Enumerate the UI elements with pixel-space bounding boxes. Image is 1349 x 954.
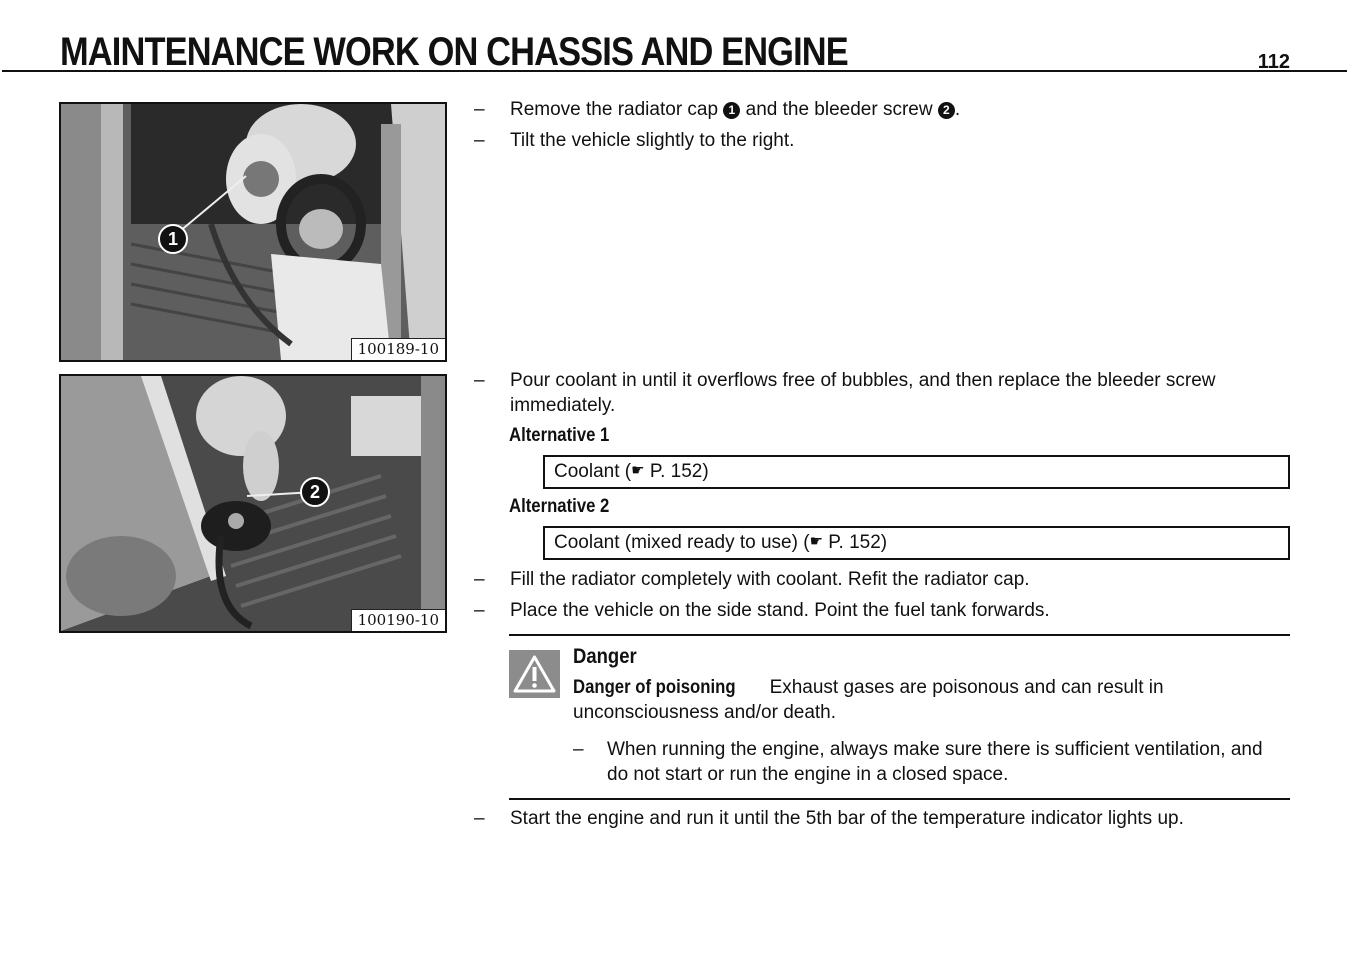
pointing-hand-icon: ☛ — [809, 533, 824, 550]
danger-lead: Danger of poisoning — [573, 677, 736, 698]
warning-triangle-icon — [509, 650, 560, 698]
alternative-1-label: Alternative 1 — [509, 425, 610, 446]
step-text: Start the engine and run it until the 5th bar of the temperature indicator lights up. — [510, 808, 1184, 829]
step-text: Pour coolant in until it overflows free of bubbles, and then replace the bleeder screw immediately. — [510, 370, 1216, 416]
step-text: Fill the radiator completely with coolant. Refit the radiator cap. — [510, 569, 1030, 590]
dash-bullet: – — [474, 130, 485, 151]
pointing-hand-icon: ☛ — [631, 462, 645, 479]
alternative-2-box — [543, 526, 1290, 560]
dash-bullet: – — [474, 808, 485, 829]
step-tilt-vehicle — [474, 128, 1294, 153]
alternative-1-box — [543, 455, 1290, 489]
danger-bottom-rule — [509, 798, 1290, 800]
step-start-engine — [474, 806, 1294, 831]
figure-caption: 100190-10 — [351, 609, 445, 631]
page-reference-link[interactable]: P. 152) — [644, 461, 709, 482]
svg-text:1: 1 — [167, 229, 179, 249]
page-number: 112 — [1257, 51, 1290, 73]
step-text: When running the engine, always make sure there is sufficient ventilation, and do not start or run the engine in a closed space. — [607, 739, 1263, 785]
step-text: Place the vehicle on the side stand. Point the fuel tank forwards. — [510, 600, 1050, 621]
step-text: Tilt the vehicle slightly to the right. — [510, 130, 795, 151]
alternative-item: Coolant ( — [554, 461, 632, 482]
danger-description — [573, 675, 1273, 725]
page-reference-link[interactable]: P. 152) — [823, 532, 888, 553]
figure-radiator-cap-photo — [59, 102, 447, 362]
alternative-item: Coolant (mixed ready to use) ( — [554, 532, 810, 553]
callout-2-marker: 2 — [938, 102, 955, 119]
figure-caption: 100189-10 — [351, 338, 445, 360]
svg-text:2: 2 — [309, 482, 321, 502]
dash-bullet: – — [573, 739, 584, 760]
danger-text: Exhaust gases are poisonous and can result in unconsciousness and/or death. — [573, 677, 1164, 723]
step-remove-radiator-cap — [474, 97, 1294, 122]
dash-bullet: – — [474, 370, 485, 391]
step-pour-coolant — [474, 368, 1294, 418]
callout-1-marker: 1 — [723, 102, 740, 119]
photo-bleeder-screw — [61, 376, 445, 631]
dash-bullet: – — [474, 99, 485, 120]
danger-title: Danger — [573, 645, 637, 668]
dash-bullet: – — [474, 569, 485, 590]
figure-bleeder-screw-photo — [59, 374, 447, 633]
alternative-2-label: Alternative 2 — [509, 496, 610, 517]
photo-radiator-cap — [61, 104, 445, 360]
header-rule — [2, 70, 1347, 72]
step-side-stand — [474, 598, 1294, 623]
danger-top-rule — [509, 634, 1290, 636]
step-text: Remove the radiator cap 1 and the bleeder screw 2 . — [510, 99, 961, 120]
danger-step — [573, 737, 1283, 787]
page-title: MAINTENANCE WORK ON CHASSIS AND ENGINE — [60, 30, 848, 74]
step-fill-radiator — [474, 567, 1294, 592]
dash-bullet: – — [474, 600, 485, 621]
